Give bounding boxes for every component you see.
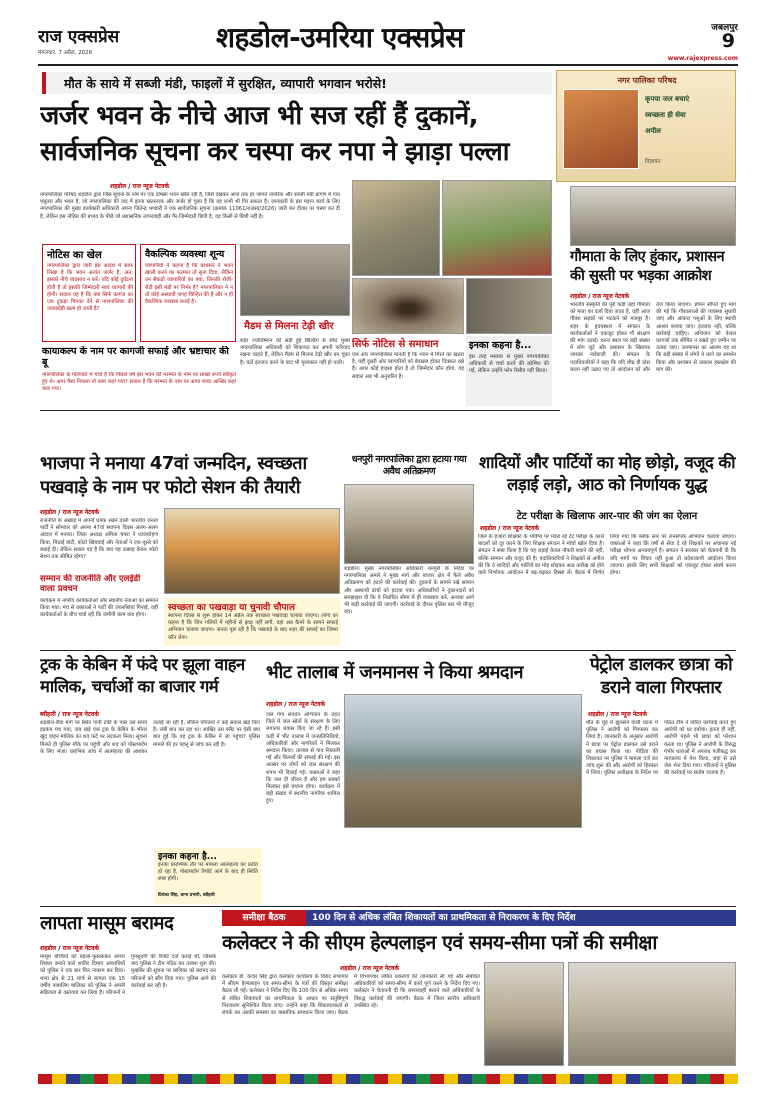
- byline-place: शहडोल: [40, 945, 57, 952]
- ad-title: नगर पालिका परिषद: [617, 76, 677, 85]
- byline-agency: राज न्यूज नेटवर्क: [288, 701, 326, 708]
- lead-sub-body: इस तरह मसाला से मुख्य नगरपालिका अधिकारी से चर्चा करने की कोशिश की गई, लेकिन उन्होंने फोन रिसीव नहीं किया।: [469, 354, 549, 375]
- lead-sub-body: एक ओर नगरपालिका मानती है कि भवन में गिरने का खतरा है, वहीं दूसरी ओर व्यापारियों को बेदखल होकर दिक्कत रखे हैं। अगर कोई हादसा होता है तो जिम्मेदार कौन होगा, यह सवाल अब भी अनुत्तरित है।: [352, 352, 464, 380]
- bjp-photo: [164, 508, 340, 594]
- byline-place: शहडोल: [480, 525, 497, 532]
- section-divider: [40, 650, 736, 651]
- samiksha-photo-hall: [568, 962, 736, 1066]
- lead-photo-market: [352, 180, 440, 276]
- gaumata-byline: शहडोल / राज न्यूज नेटवर्क: [570, 293, 630, 300]
- page-number: 9: [721, 30, 735, 52]
- lead-sub-title: इनका कहना है...: [469, 340, 532, 351]
- lead-kicker-bar: [42, 72, 552, 94]
- shadi-body: जिले के हजारों शिक्षकों के भविष्य पर मंडरा रहे टेट परीक्षा के काले बादलों को दूर करने के लिए शिक्षक संगठन ने मोर्चा खोल दिया है। संगठन ने स्पष्ट किया है कि यह लड़ाई केवल नौकरी बचाने की नहीं, बल्कि सम्मान और वजूद की है। पदाधिकारियों ने शिक्षकों से अपील की कि वे शादियों और पार्टियों का मोह छोड़कर आठ तारीख को होने वाले निर्णायक आंदोलन में बढ़-चढ़कर हिस्सा लें। बैठक में निर्णय लिया गया कि ब्लॉक स्तर पर जनसंपर्क अभियान चलाया जाएगा। वक्ताओं ने कहा कि वर्षों से सेवा दे रहे शिक्षकों पर अचानक नई परीक्षा थोपना अन्यायपूर्ण है। संगठन ने सरकार को चेतावनी दी कि यदि मांगों पर विचार नहीं हुआ तो प्रदेशव्यापी आंदोलन किया जाएगा। इसके लिए सभी शिक्षकों को एकजुट होकर संघर्ष करना होगा।: [478, 534, 736, 577]
- byline-agency: राज न्यूज नेटवर्क: [132, 183, 170, 190]
- bjp-body: राजनीति के अखाड़े में अपनी धमक रखने वाली भारतीय जनता पार्टी ने सोमवार को अपना 47वां स्थापना दिवस अलग-अलग अंदाज में मनाया। जिला अध्यक्ष अमिता चपरा ने ध्वजारोहण किया, मिठाई बांटी, फोटो खिंचवाई और नेताओं ने एक-दूसरे को बधाई दी। लेकिन सवाल यह है कि क्या यह उत्साह केवल फोटो सेशन तक सीमित रहेगा?: [40, 518, 158, 561]
- lead-sub-solution: [352, 336, 464, 406]
- lead-byline: शहडोल / राज न्यूज नेटवर्क: [110, 183, 170, 190]
- lapata-byline: शहडोल / राज न्यूज नेटवर्क: [40, 945, 100, 952]
- samiksha-label: समीक्षा बैठक: [222, 910, 306, 926]
- petrol-body: मौत के मुंह में झुलसने वाली घटना में पुलिस ने आरोपी को गिरफ्तार कर लिया है। जानकारी के अनुसार आरोपी ने छात्रा पर पेट्रोल डालकर उसे डराने का प्रयास किया था। पीड़िता की शिकायत पर पुलिस ने मामला दर्ज कर जांच शुरू की और आरोपी को हिरासत में लिया। पुलिस अधीक्षक के निर्देश पर गठित टीम ने त्वरित कार्रवाई करते हुए आरोपी को धर दबोचा। इतना ही नहीं, आरोपी पहले भी छात्रा को परेशान करता था। पुलिस ने आरोपी के विरुद्ध गंभीर धाराओं में अपराध पंजीबद्ध कर न्यायालय में पेश किया, जहां से उसे जेल भेज दिया गया। परिजनों ने पुलिस की कार्रवाई पर संतोष जताया है।: [586, 720, 736, 777]
- samiksha-byline: शहडोल / राज न्यूज नेटवर्क: [340, 965, 400, 972]
- dhanpuri-photo: [344, 484, 474, 564]
- samiksha-body: कलेक्टर डॉ. केदार सिंह द्वारा कलेक्टर कार्यालय के विराट सभागार में सीएम हेल्पलाइन एवं समय-सीमा के पत्रों की विस्तृत समीक्षा बैठक ली गई। कलेक्टर ने निर्देश दिए कि 100 दिन से अधिक समय से लंबित शिकायतों का प्राथमिकता के आधार पर संतुष्टिपूर्ण निराकरण सुनिश्चित किया जाए। उन्होंने कहा कि शिकायतकर्ता से संपर्क कर उसकी समस्या का वास्तविक समाधान किया जाए। बैठक में विभागवार लंबित प्रकरणों की जानकारी ली गई और संबंधित अधिकारियों को समय-सीमा में कार्य पूर्ण करने के निर्देश दिए गए। कलेक्टर ने चेतावनी दी कि लापरवाही बरतने वाले अधिकारियों के विरुद्ध कार्रवाई की जाएगी। बैठक में जिला स्तरीय अधिकारी उपस्थित रहे।: [222, 974, 480, 1017]
- truck-headline: ट्रक के केबिन में फंदे पर झूला वाहन मालिक, चर्चाओं का बाजार गर्म: [40, 655, 245, 696]
- bjp-byline: शहडोल / राज न्यूज नेटवर्क: [40, 509, 100, 516]
- byline-place: ब्यौहारी: [40, 711, 56, 718]
- lead-sub-alternative: [140, 244, 236, 342]
- byline-agency: राज न्यूज नेटवर्क: [62, 509, 100, 516]
- byline-place: शहडोल: [570, 293, 587, 300]
- lead-sub-madam: [240, 318, 350, 406]
- gaumata-headline: गौमाता के लिए हुंकार, प्रशासन की सुस्ती पर भड़का आक्रोश: [570, 249, 725, 284]
- truck-statement-body: इनका प्रारम्भिक तौर पर मामला आत्महत्या का प्रतीत हो रहा है, पोस्टमार्टम रिपोर्ट आने के बाद ही स्थिति स्पष्ट होगी।: [158, 862, 258, 883]
- lead-sub-title: सिर्फ नोटिस से समाधान: [352, 339, 439, 350]
- petrol-byline: शहडोल / राज न्यूज नेटवर्क: [588, 711, 648, 718]
- samiksha-kicker-bar: [222, 910, 736, 926]
- lead-sub-body: नगरपालिका के गलियारों में चर्चा है कि पिछले वर्ष इस भवन की मरम्मत के नाम पर लाखों रुपये स्वीकृत हुए थे। अगर पैसा निकला तो काम कहां गया? सवाल है कि मरम्मत के नाम पर आया बजट आखिर कहां चला गया।: [42, 372, 236, 393]
- byline-agency: राज न्यूज नेटवर्क: [62, 945, 100, 952]
- gaumata-body: भारतीय संस्कृति की पूरी कड़ी जहां गौमाता को माता का दर्जा दिया जाता है, वहीं आज गौवंश सड़कों पर भटकने को मजबूर है। शहर के हृदयस्थल में संगठन के कार्यकर्ताओं ने एकजुट होकर गौ संरक्षण की मांग उठाई। धरना स्थल पर बड़ी संख्या में लोग जुटे और प्रशासन के खिलाफ जमकर नारेबाजी की। संगठन के पदाधिकारियों ने कहा कि यदि शीघ्र ही ठोस कदम नहीं उठाए गए तो आंदोलन को और तेज किया जाएगा। ज्ञापन सौंपते हुए मांग की गई कि गौशालाओं की व्यवस्था सुधारी जाए और आवारा पशुओं के लिए स्थायी आश्रय बनाया जाए। इंतजार नहीं, बल्कि कार्रवाई चाहिए। अभियान को केवल कागजों तक सीमित न रखते हुए जमीन पर उतारा जाए। जनमानस का आलम यह था कि बड़ी संख्या में लोगों ने धरने का समर्थन किया और प्रशासन से तत्काल हस्तक्षेप की मांग की।: [570, 302, 736, 373]
- ad-line: कृपया जल बचाएं: [645, 95, 690, 103]
- petrol-headline: पेट्रोल डालकर छात्रा को डराने वाला गिरफ्तार: [589, 655, 733, 698]
- lead-photo-vegetables: [442, 180, 552, 276]
- lead-sub-title: मैडम से मिलना टेढ़ी खीर: [244, 321, 334, 332]
- truck-statement: [154, 848, 262, 904]
- byline-place: शहडोल: [266, 701, 283, 708]
- lead-headline-2: सार्वजनिक सूचना कर चस्पा कर नपा ने झाड़ा पल्ला: [40, 137, 509, 166]
- lead-sub-corruption: [42, 346, 236, 406]
- byline-agency: राज न्यूज नेटवर्क: [610, 711, 648, 718]
- bheet-byline: शहडोल / राज न्यूज नेटवर्क: [266, 701, 326, 708]
- samiksha-photo-meeting: [484, 962, 564, 1066]
- dhanpuri-headline: धनपुरी नगरपालिका द्वारा हटाया गया अवैध अतिक्रमण: [351, 454, 467, 477]
- lapata-headline: लापता मासूम बरामद: [40, 913, 174, 934]
- bjp-sub-respect: [40, 574, 158, 646]
- bheet-headline: भीट तालाब में जनमानस ने किया श्रमदान: [266, 662, 524, 683]
- bjp-sub-body: स्थापना दिवस से शुरू होकर 14 अप्रैल तक स्वच्छता पखवाड़ा चलाया जाएगा। लोगों का कहना है कि जिन गलियों में महीनों से झाड़ू नहीं लगी, वहां अब कैमरे के सामने सफाई अभियान चलाया जाएगा। जनता पूछ रही है कि पखवाड़े के बाद शहर की सफाई का जिम्मा कौन लेगा।: [168, 613, 338, 641]
- samiksha-headline: कलेक्टर ने की सीएम हेल्पलाइन एवं समय-सीमा पत्रों की समीक्षा: [222, 931, 657, 954]
- lead-sub-statement: [466, 336, 552, 406]
- bheet-caption: [344, 832, 582, 846]
- byline-place: शहडोल: [340, 965, 357, 972]
- shadi-byline: शहडोल / राज न्यूज नेटवर्क: [480, 525, 540, 532]
- lead-photo-building: [240, 244, 350, 316]
- byline-place: शहडोल: [110, 183, 127, 190]
- bjp-sub-cleanliness: [164, 598, 340, 646]
- shadi-headline: शादियों और पार्टियों का मोह छोड़ो, वजूद की लड़ाई लड़ो, आठ को निर्णायक युद्ध: [479, 453, 735, 494]
- advertisement: [556, 70, 736, 182]
- lead-sub-body: शहर ज्योतिष्मान की सड़ी हुई बिल्डिंग से सीधे मुख्य नगरपालिका अधिकारी को शिकायत कर अपनी फरियाद रखना चाहते हैं, लेकिन मैडम से मिलना टेढ़ी खीर बन चुका है। घंटों इंतजार करने के बाद भी मुलाकात नहीं हो पाती।: [240, 338, 350, 366]
- byline-agency: राज न्यूज नेटवर्क: [62, 711, 99, 718]
- lead-photo-crack: [352, 278, 464, 334]
- lead-sub-title: कायाकल्प के नाम पर कागजी सफाई और भ्रष्टाचार की बू: [42, 346, 229, 368]
- byline-agency: राज न्यूज नेटवर्क: [362, 965, 400, 972]
- section-divider: [40, 906, 736, 907]
- lead-sub-body: नगरपालिका द्वारा जारी इस आदेश में साफ लिखा है कि भवन अत्यंत जर्जर है, अत: इसको नीचे व्यवसाय न करें। यदि कोई दुर्घटना होती है तो इसकी जिम्मेदारी स्वयं व्यापारी की होगी। सवाल यह है कि क्या सिर्फ कागज का एक टुकड़ा चिपका देने से नगरपालिका की जवाबदेही खत्म हो जाती है?: [47, 263, 133, 313]
- bjp-headline: भाजपा ने मनाया 47वां जन्मदिन, स्वच्छता पखवाड़े के नाम पर फोटो सेशन की तैयारी: [40, 453, 307, 498]
- byline-agency: राज न्यूज नेटवर्क: [502, 525, 540, 532]
- lead-sub-notice: [42, 244, 136, 342]
- lapata-body: मासूम बच्चियों को बहला-फुसलाकर अपना शिकार बनाने वाले शातिर दिमाग अपराधियों को पुलिस ने एक बार फिर नाकाम कर दिया। थाना क्षेत्र से 21 मार्च से लापता एक 15 वर्षीय नाबालिग बालिका को पुलिस ने अपनी सक्रियता से दस्तयाब कर लिया है। परिजनों ने गुमशुदगी की रिपोर्ट दर्ज कराई थी, जिसके बाद पुलिस ने टीम गठित कर तलाश शुरू की। मुखबिर की सूचना पर बालिका को बरामद कर परिजनों को सौंप दिया गया। पुलिस आगे की कार्रवाई कर रही है।: [40, 954, 216, 997]
- truck-statement-title: इनका कहना है...: [158, 852, 217, 861]
- bjp-sub-title: सम्मान की राजनीति और एलईडी वाला प्रवचन: [40, 574, 141, 594]
- truck-body: शहडोल-रीवा मार्ग पर स्थित पानी टंकी के पास उस समय हड़कंप मच गया, जब खड़े एक ट्रक के केबिन के भीतर खुद वाहन मालिक का शव फंदे पर लटकता मिला। सूचना मिलते ही पुलिस मौके पर पहुंची और शव को पोस्टमार्टम के लिए भेजा। प्रारंभिक जांच में आत्महत्या की आशंका जताई जा रही है, लेकिन परिजनों ने कई सवाल खड़े किए हैं। लंबी बात कर रहा था। आखिर उस फ्लैट पर ऐसी क्या बात हुई कि वह ट्रक के केबिन में जा पहुंचा? पुलिस मामले की हर पहलू से जांच कर रही है।: [40, 720, 260, 755]
- edition-city: जबलपुर: [711, 23, 738, 32]
- shadi-subhead: टेट परीक्षा के खिलाफ आर-पार की जंग का ऐलान: [516, 511, 698, 520]
- truck-statement-sign: प्रियंका सिंह, थाना प्रभारी, ब्यौहारी: [158, 893, 215, 898]
- section-divider: [40, 410, 560, 411]
- ad-line: अपील: [645, 127, 661, 135]
- bjp-sub-body: कार्यक्रम में नगरीय कार्यकर्ताओं और स्थानीय नेताओं का सम्मान किया गया। मंच से वक्ताओं ने पार्टी की उपलब्धियां गिनाईं, वहीं कार्यकर्ताओं के बीच चर्चा रही कि जमीनी काम कब होगा।: [40, 598, 158, 619]
- issue-date: मंगलवार, 7 अप्रैल, 2026: [38, 50, 93, 56]
- ad-credit: विज्ञापन: [645, 159, 661, 165]
- bheet-photo: [344, 694, 582, 828]
- masthead-rule: [38, 64, 738, 66]
- samiksha-kicker: 100 दिन से अधिक लंबित शिकायतों का प्राथमिकता से निराकरण के दिए निर्देश: [312, 913, 576, 923]
- bheet-body: जल गंगा संवर्धन अभियान के तहत जिले में जल स्रोतों के संरक्षण के लिए लगातार प्रयास किए जा रहे हैं। इसी कड़ी में भीट तालाब में जनप्रतिनिधियों, अधिकारियों और नागरिकों ने मिलकर श्रमदान किया। तालाब से गाद निकाली गई और किनारों की सफाई की गई। इस अवसर पर लोगों को जल संरक्षण की शपथ भी दिलाई गई। वक्ताओं ने कहा कि जल ही जीवन है और हम सबको मिलकर इसे बचाना होगा। कार्यक्रम में बड़ी संख्या में स्थानीय नागरिक शामिल हुए।: [266, 712, 340, 805]
- lead-sub-title: वैकल्पिक व्यवस्था शून्य: [145, 249, 225, 260]
- masthead: [38, 20, 738, 64]
- byline-place: शहडोल: [588, 711, 605, 718]
- truck-byline: ब्यौहारी / राज न्यूज नेटवर्क: [40, 711, 99, 718]
- lead-kicker: मौत के साये में सब्जी मंडी, फाइलों में सुरक्षित, व्यापारी भगवान भरोसे!: [64, 76, 387, 91]
- lead-sub-body: व्यापारियों ने कहना है कि प्रशासन ने भवन खाली करने का फरमान तो सुना दिया, लेकिन उन सैकड़ों व्यापारियों का क्या, जिनकी रोजी-रोटी इसी मंडी पर निर्भर है? नगरपालिका ने न तो कोई अस्थायी जगह चिन्हित की है और न ही वैकल्पिक व्यवस्था बनाई है।: [145, 263, 233, 306]
- lead-headline-1: जर्जर भवन के नीचे आज भी सज रहीं हैं दुकानें,: [40, 101, 479, 130]
- byline-agency: राज न्यूज नेटवर्क: [592, 293, 630, 300]
- ad-image: [563, 89, 639, 169]
- footer-strip: [38, 1074, 738, 1084]
- gaumata-photo: [570, 186, 736, 246]
- section-title: शहडोल-उमरिया एक्सप्रेस: [216, 21, 464, 54]
- byline-place: शहडोल: [40, 509, 57, 516]
- bjp-sub-title: स्वच्छता का पखवाड़ा या चुनावी चौपाल: [168, 603, 295, 612]
- ad-line: स्वच्छता ही सेवा: [645, 111, 686, 119]
- site-url: www.rajexpress.com: [667, 55, 738, 62]
- lead-sub-title: नोटिस का खेल: [47, 250, 102, 261]
- lead-body: नगरपालिका परिषद शहडोल द्वारा जिस सूचना के नाम पर एक दोषसा भवन खोल रही है, जिसे देखकर आज तक हर जागते नागरिक और सब्जी मंडी प्रांगण में गाय चबूतरा और भवन है, जो नगरपालिका की जद में इतना खतरनाक और जर्जर हो चुका है कि वह कभी भी गिर सकता है। जानकारी के इस महान कार्य के लिए नगरपालिका की मुख्य कार्यकारी अधिकारी अपना जितेन्द्र भण्डारी ने एक सार्वजनिक सूचना (क्रमांक 11061/राजस्व/2026) जारी कर दीवार पर चस्पा कर दी है, लेकिन इस नोटिस की प्रभाव के पीछे जो प्रशासनिक लापरवाही और गैर-जिम्मेदारी छिपी है, वह किसी से छिपी नहीं है।: [40, 192, 340, 220]
- brand-name: राज एक्सप्रेस: [38, 27, 120, 46]
- lead-photo-wall: [466, 278, 552, 334]
- dhanpuri-body: शहडोल। मुख्य नगरपालिका अधिकारी धनपुरी के निर्देश पर नगरपालिका अमले ने मुख्य मार्ग और बाजार क्षेत्र में फैले अवैध अतिक्रमण को हटाने की कार्रवाई की। दुकानों के सामने रखे सामान और अस्थायी ढांचों को हटाया गया। अधिकारियों ने दुकानदारों को समझाइश दी कि वे निर्धारित सीमा में ही व्यवसाय करें, अन्यथा आगे भी कड़ी कार्रवाई की जाएगी। कार्रवाई के दौरान पुलिस बल भी मौजूद रहा।: [344, 566, 474, 616]
